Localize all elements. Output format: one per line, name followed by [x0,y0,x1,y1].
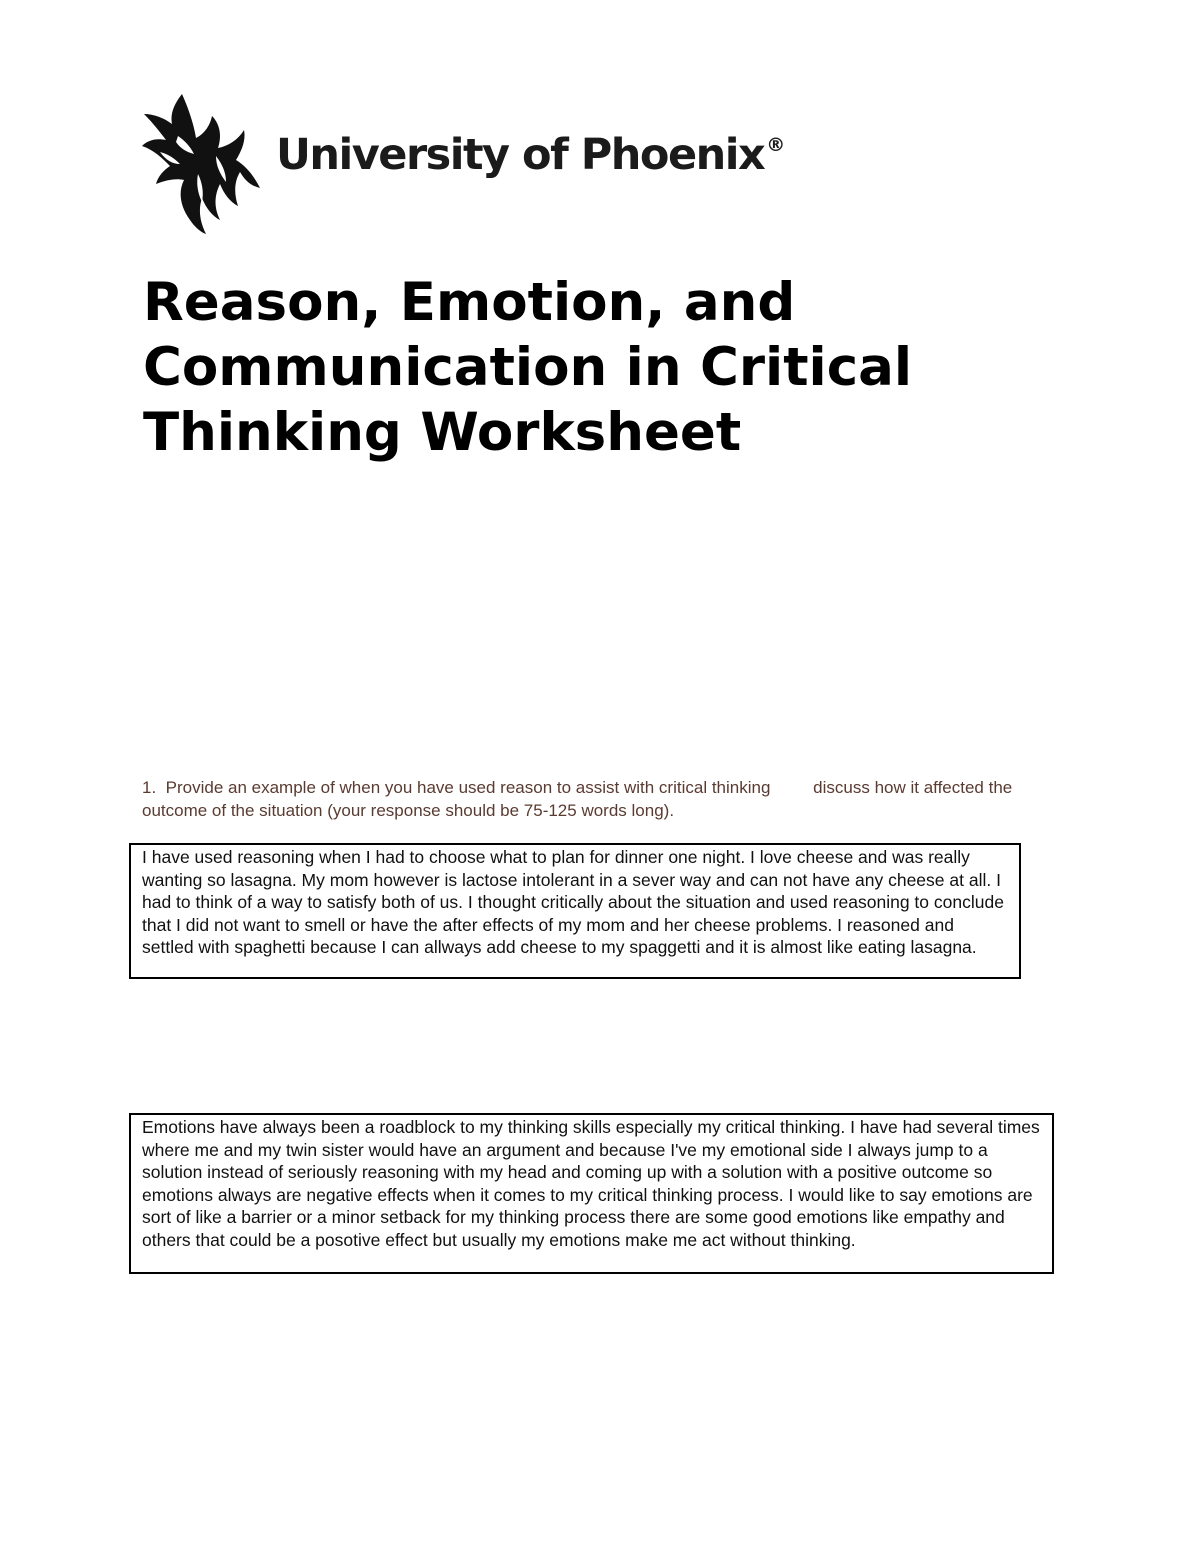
answer-box-2[interactable]: Emotions have always been a roadblock to my thinking skills especially my critical thinking. I have had several times where me and my twin sister would have an argument and because I've my emotional side I always jump to a solution instead of seriously reasoning with my head and coming up with a solution with a positive outcome so emotions always are negative effects when it comes to my critical thinking process. I would like to say emotions are sort of like a barrier or a minor setback for my thinking process there are some good emotions like empathy and others that could be a posotive effect but usually my emotions make me act without thinking. [129,1113,1054,1274]
question-text-part1: Provide an example of when you have used reason to assist with critical thinking [165,778,771,797]
logo-name: University of Phoenix [276,130,765,180]
university-logo [142,92,786,234]
phoenix-bird-icon [142,92,260,234]
logo-wordmark [276,130,785,180]
document-title: Reason, Emotion, and Communication in Critical Thinking Worksheet [143,272,913,463]
registered-mark: ® [766,134,786,156]
question-1 [142,776,1042,822]
question-text-part2: discuss how it affected the outcome of the situation (your response should be 75-125 words long). [142,778,1013,820]
question-number: 1. [142,778,157,797]
answer-box-1[interactable]: I have used reasoning when I had to choose what to plan for dinner one night. I love cheese and was really wanting so lasagna. My mom however is lactose intolerant in a sever way and can not have any cheese at all. I had to think of a way to satisfy both of us. I thought critically about the situation and used reasoning to conclude that I did not want to smell or have the after effects of my mom and her cheese problems. I reasoned and settled with spaghetti because I can allways add cheese to my spaggetti and it is almost like eating lasagna. [129,843,1021,979]
